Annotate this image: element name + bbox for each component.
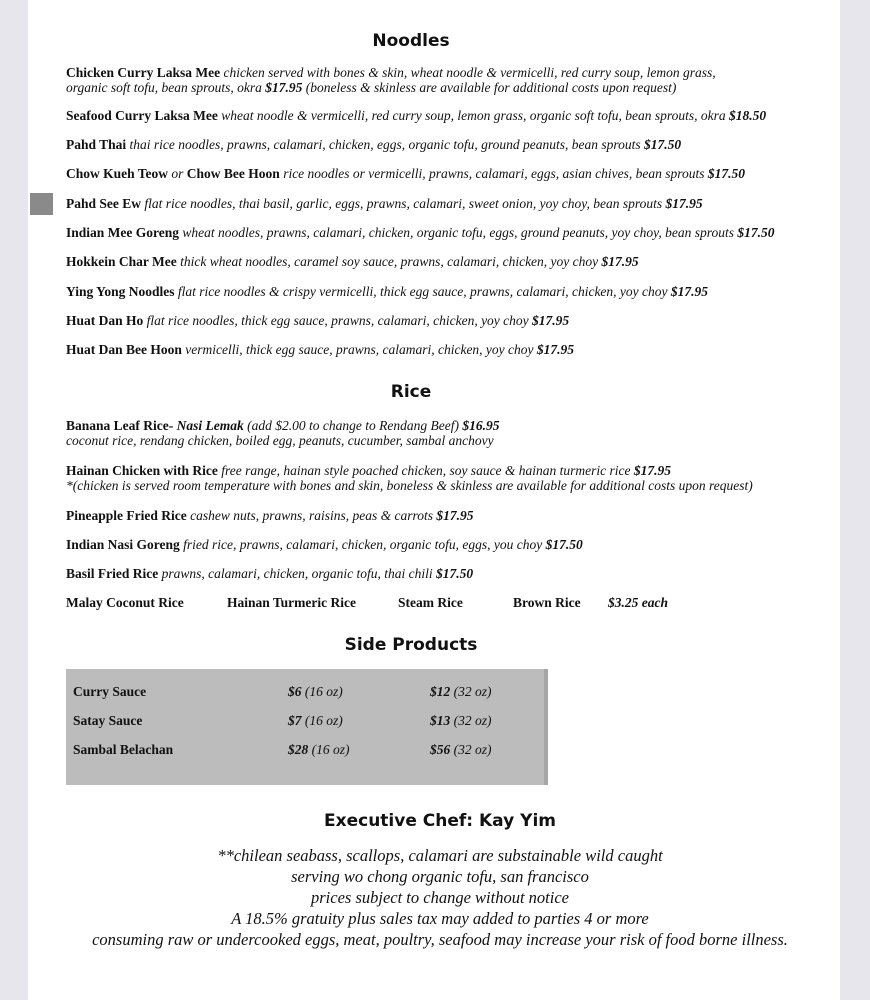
table-row bbox=[66, 742, 544, 762]
menu-item bbox=[66, 108, 806, 123]
menu-notes bbox=[0, 845, 870, 950]
item-name: Pahd See Ew bbox=[66, 196, 142, 211]
item-description: prawns, calamari, chicken, organic tofu, thai chili bbox=[161, 566, 433, 581]
item-name: Pineapple Fried Rice bbox=[66, 508, 187, 523]
menu-item bbox=[66, 537, 806, 552]
menu-item bbox=[66, 566, 806, 581]
item-price: $17.95 bbox=[265, 80, 303, 95]
item-name: Hokkein Char Mee bbox=[66, 254, 177, 269]
plain-rice-item: Hainan Turmeric Rice bbox=[227, 595, 356, 610]
item-description-cont: organic soft tofu, bean sprouts, okra bbox=[66, 80, 262, 95]
plain-rice-item: Steam Rice bbox=[398, 595, 463, 610]
item-description: flat rice noodles, thick egg sauce, prawns, calamari, chicken, yoy choy bbox=[146, 313, 529, 328]
section-heading-side-products: Side Products bbox=[344, 635, 478, 655]
menu-item bbox=[66, 196, 806, 211]
item-name: Ying Yong Noodles bbox=[66, 284, 175, 299]
plain-rice-item: Brown Rice bbox=[513, 595, 581, 610]
item-name-alt: Chow Bee Hoon bbox=[186, 166, 280, 181]
executive-chef: Executive Chef: Kay Yim bbox=[324, 811, 556, 831]
menu-item bbox=[66, 508, 806, 523]
note-line: prices subject to change without notice bbox=[311, 888, 569, 907]
item-description-cont: coconut rice, rendang chicken, boiled egg, peanuts, cucumber, sambal anchovy bbox=[66, 433, 494, 448]
item-price: $17.50 bbox=[644, 137, 682, 152]
table-row bbox=[66, 713, 544, 733]
side-name: Satay Sauce bbox=[73, 713, 143, 728]
item-name-alt: Nasi Lemak bbox=[176, 418, 244, 433]
side-price-small: $6 (16 oz) bbox=[288, 684, 343, 699]
item-name: Huat Dan Ho bbox=[66, 313, 144, 328]
item-price: $17.50 bbox=[435, 566, 474, 581]
side-price-small: $28 (16 oz) bbox=[288, 742, 350, 757]
item-description: flat rice noodles & crispy vermicelli, thick egg sauce, prawns, calamari, chicken, yoy choy bbox=[177, 284, 668, 299]
note-line: consuming raw or undercooked eggs, meat, poultry, seafood may increase your risk of food borne illness. bbox=[92, 930, 788, 949]
item-name: Banana Leaf Rice- bbox=[66, 418, 174, 433]
item-price: $17.95 bbox=[633, 463, 672, 478]
menu-item bbox=[66, 418, 806, 448]
side-name: Sambal Belachan bbox=[73, 742, 174, 757]
item-description: wheat noodles, prawns, calamari, chicken, organic tofu, eggs, ground peanuts, yoy choy, bean sprouts bbox=[182, 225, 734, 240]
item-name: Basil Fried Rice bbox=[66, 566, 159, 581]
note-line: **chilean seabass, scallops, calamari are substainable wild caught bbox=[217, 846, 663, 865]
item-description: (add $2.00 to change to Rendang Beef) bbox=[247, 418, 459, 433]
side-price-large: $56 (32 oz) bbox=[430, 742, 492, 757]
item-name: Chow Kueh Teow bbox=[66, 166, 169, 181]
item-name: Pahd Thai bbox=[66, 137, 127, 152]
item-description: cashew nuts, prawns, raisins, peas & carrots bbox=[190, 508, 434, 523]
item-name: Huat Dan Bee Hoon bbox=[66, 342, 182, 357]
item-description: free range, hainan style poached chicken, soy sauce & hainan turmeric rice bbox=[221, 463, 631, 478]
item-description: thick wheat noodles, caramel soy sauce, prawns, calamari, chicken, yoy choy bbox=[180, 254, 599, 269]
side-price-small: $7 (16 oz) bbox=[288, 713, 343, 728]
item-price: $17.95 bbox=[665, 196, 703, 211]
side-price-large: $13 (32 oz) bbox=[430, 713, 492, 728]
plain-rice-price: $3.25 each bbox=[608, 595, 668, 610]
item-price: $17.95 bbox=[536, 342, 575, 357]
menu-item bbox=[66, 463, 806, 493]
menu-item bbox=[66, 342, 806, 357]
table-row bbox=[66, 684, 544, 704]
menu-item bbox=[66, 166, 806, 181]
item-or: or bbox=[171, 166, 184, 181]
note-line: serving wo chong organic tofu, san francisco bbox=[291, 867, 589, 886]
side-products-table bbox=[66, 669, 548, 785]
menu-item bbox=[66, 284, 806, 299]
item-price: $17.95 bbox=[670, 284, 709, 299]
item-price: $18.50 bbox=[728, 108, 767, 123]
item-price: $17.95 bbox=[532, 313, 570, 328]
item-name: Seafood Curry Laksa Mee bbox=[66, 108, 218, 123]
item-note: *(chicken is served room temperature with bones and skin, boneless & skinless are available for additional costs upon request) bbox=[66, 478, 753, 493]
menu-item bbox=[66, 225, 806, 240]
menu-item bbox=[66, 137, 806, 152]
item-description: vermicelli, thick egg sauce, prawns, calamari, chicken, yoy choy bbox=[185, 342, 534, 357]
item-name: Indian Nasi Goreng bbox=[66, 537, 180, 552]
item-name: Chicken Curry Laksa Mee bbox=[66, 65, 221, 80]
item-name: Indian Mee Goreng bbox=[66, 225, 180, 240]
item-description: rice noodles or vermicelli, prawns, calamari, eggs, asian chives, bean sprouts bbox=[283, 166, 705, 181]
plain-rice-item: Malay Coconut Rice bbox=[66, 595, 184, 610]
item-description: thai rice noodles, prawns, calamari, chicken, eggs, organic tofu, ground peanuts, bean sprouts bbox=[129, 137, 641, 152]
side-name: Curry Sauce bbox=[73, 684, 147, 699]
menu-item bbox=[66, 313, 806, 328]
item-description: wheat noodle & vermicelli, red curry soup, lemon grass, organic soft tofu, bean sprouts, okra bbox=[221, 108, 726, 123]
item-price: $16.95 bbox=[462, 418, 500, 433]
item-price: $17.50 bbox=[737, 225, 775, 240]
item-description: fried rice, prawns, calamari, chicken, organic tofu, eggs, you choy bbox=[183, 537, 543, 552]
item-description: chicken served with bones & skin, wheat noodle & vermicelli, red curry soup, lemon grass, bbox=[223, 65, 716, 80]
item-name: Hainan Chicken with Rice bbox=[66, 463, 218, 478]
menu-item bbox=[66, 254, 806, 269]
side-price-large: $12 (32 oz) bbox=[430, 684, 492, 699]
item-price: $17.95 bbox=[601, 254, 639, 269]
section-heading-noodles: Noodles bbox=[372, 31, 450, 51]
selection-marker bbox=[30, 193, 53, 215]
item-description: flat rice noodles, thai basil, garlic, eggs, prawns, calamari, sweet onion, yoy choy, bean sprouts bbox=[144, 196, 663, 211]
section-heading-rice: Rice bbox=[390, 382, 432, 402]
note-line: A 18.5% gratuity plus sales tax may added to parties 4 or more bbox=[231, 909, 649, 928]
item-price: $17.50 bbox=[545, 537, 583, 552]
item-price: $17.50 bbox=[707, 166, 746, 181]
menu-item bbox=[66, 65, 806, 95]
item-price: $17.95 bbox=[436, 508, 474, 523]
item-note: (boneless & skinless are available for additional costs upon request) bbox=[305, 80, 677, 95]
